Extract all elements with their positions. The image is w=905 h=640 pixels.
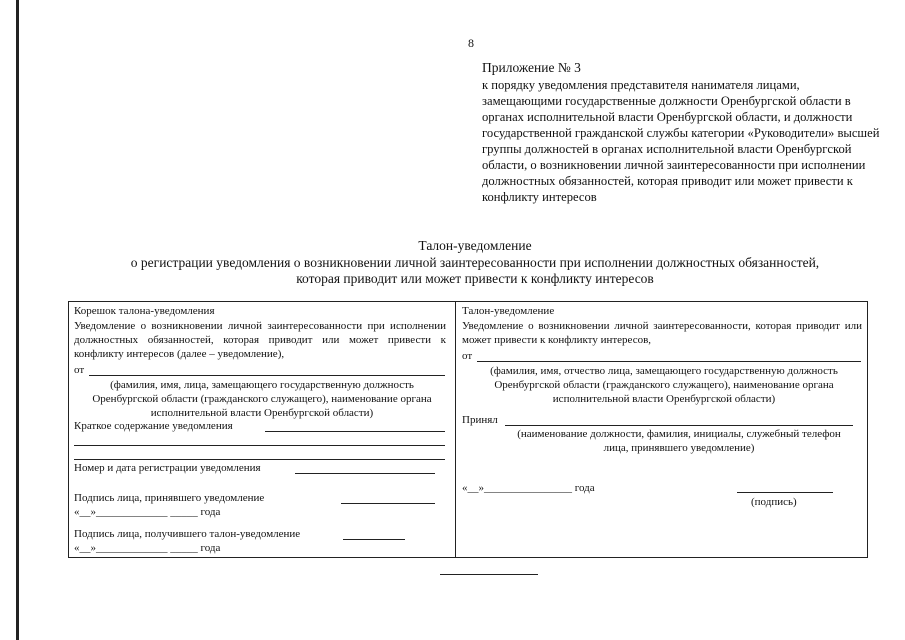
form-title-line-3: которая приводит или может привести к конфликту интересов: [296, 271, 654, 286]
ticket-from-label: от: [462, 350, 473, 362]
left-margin-line: [16, 0, 19, 640]
footer-separator: [440, 574, 538, 575]
notification-form-table: [68, 301, 868, 558]
stub-signature-accepted-field[interactable]: [341, 503, 435, 504]
form-title: [60, 238, 890, 288]
appendix-text: к порядку уведомления представителя нанимателя лицами, замещающими государственные должности Оренбургской области в органах исполнительной власти Оренбургской области, и должности государственной гражданской службы категории «Руководители» высшей группы должностей в органах исполнительной власти Оренбургской области, о возникновении личной заинтересованности при исполнении должностных обязанностей, которая приводит или может привести к конфликту интересов: [482, 78, 880, 204]
ticket-signature-hint: (подпись): [751, 496, 797, 508]
ticket-accepted-field[interactable]: [505, 425, 853, 426]
stub-summary-field-line-2[interactable]: [74, 445, 445, 446]
column-divider: [455, 302, 456, 557]
form-title-line-2: о регистрации уведомления о возникновении личной заинтересованности при исполнении должностных обязанностей,: [130, 254, 820, 270]
stub-date-line-2: «__»_____________ _____ года: [74, 542, 221, 554]
stub-from-hint: (фамилия, имя, лица, замещающего государственную должность Оренбургской области (гражданского служащего), наименование органа исполнительной власти Оренбургской области): [92, 379, 432, 419]
stub-from-field[interactable]: [89, 375, 445, 376]
form-title-line-1: Талон-уведомление: [418, 238, 532, 253]
appendix-title: Приложение № 3: [482, 60, 581, 75]
ticket-accepted-label: Принял: [462, 414, 498, 426]
stub-header: Корешок талона-уведомления: [74, 305, 215, 317]
stub-notice-text: Уведомление о возникновении личной заинтересованности при исполнении должностных обязанностей, которая приводит или может привести к конфликту интересов (далее – уведомление),: [74, 320, 446, 360]
stub-registration-field[interactable]: [295, 473, 435, 474]
stub-registration-label: Номер и дата регистрации уведомления: [74, 462, 261, 474]
stub-signature-accepted-label: Подпись лица, принявшего уведомление: [74, 492, 265, 504]
ticket-date-line: «__»________________ года: [462, 482, 595, 494]
stub-date-line-1: «__»_____________ _____ года: [74, 506, 221, 518]
stub-summary-field-line-3[interactable]: [74, 459, 445, 460]
ticket-header: Талон-уведомление: [462, 305, 555, 317]
stub-signature-received-field[interactable]: [343, 539, 405, 540]
ticket-from-field[interactable]: [477, 361, 861, 362]
stub-summary-label: Краткое содержание уведомления: [74, 420, 233, 432]
stub-summary-field[interactable]: [265, 431, 445, 432]
appendix-block: [482, 60, 882, 205]
ticket-signature-field[interactable]: [737, 492, 833, 493]
ticket-from-hint: (фамилия, имя, отчество лица, замещающего государственную должность Оренбургской области (гражданского служащего), наименование органа исполнительной власти Оренбургской области): [490, 365, 838, 405]
stub-from-label: от: [74, 364, 85, 376]
ticket-accepted-hint: (наименование должности, фамилия, инициалы, служебный телефон лица, принявшего уведомление): [517, 428, 841, 454]
stub-signature-received-label: Подпись лица, получившего талон-уведомление: [74, 528, 301, 540]
page-number: 8: [468, 36, 474, 50]
ticket-notice-text: Уведомление о возникновении личной заинтересованности, которая приводит или может привести к конфликту интересов,: [462, 320, 862, 346]
